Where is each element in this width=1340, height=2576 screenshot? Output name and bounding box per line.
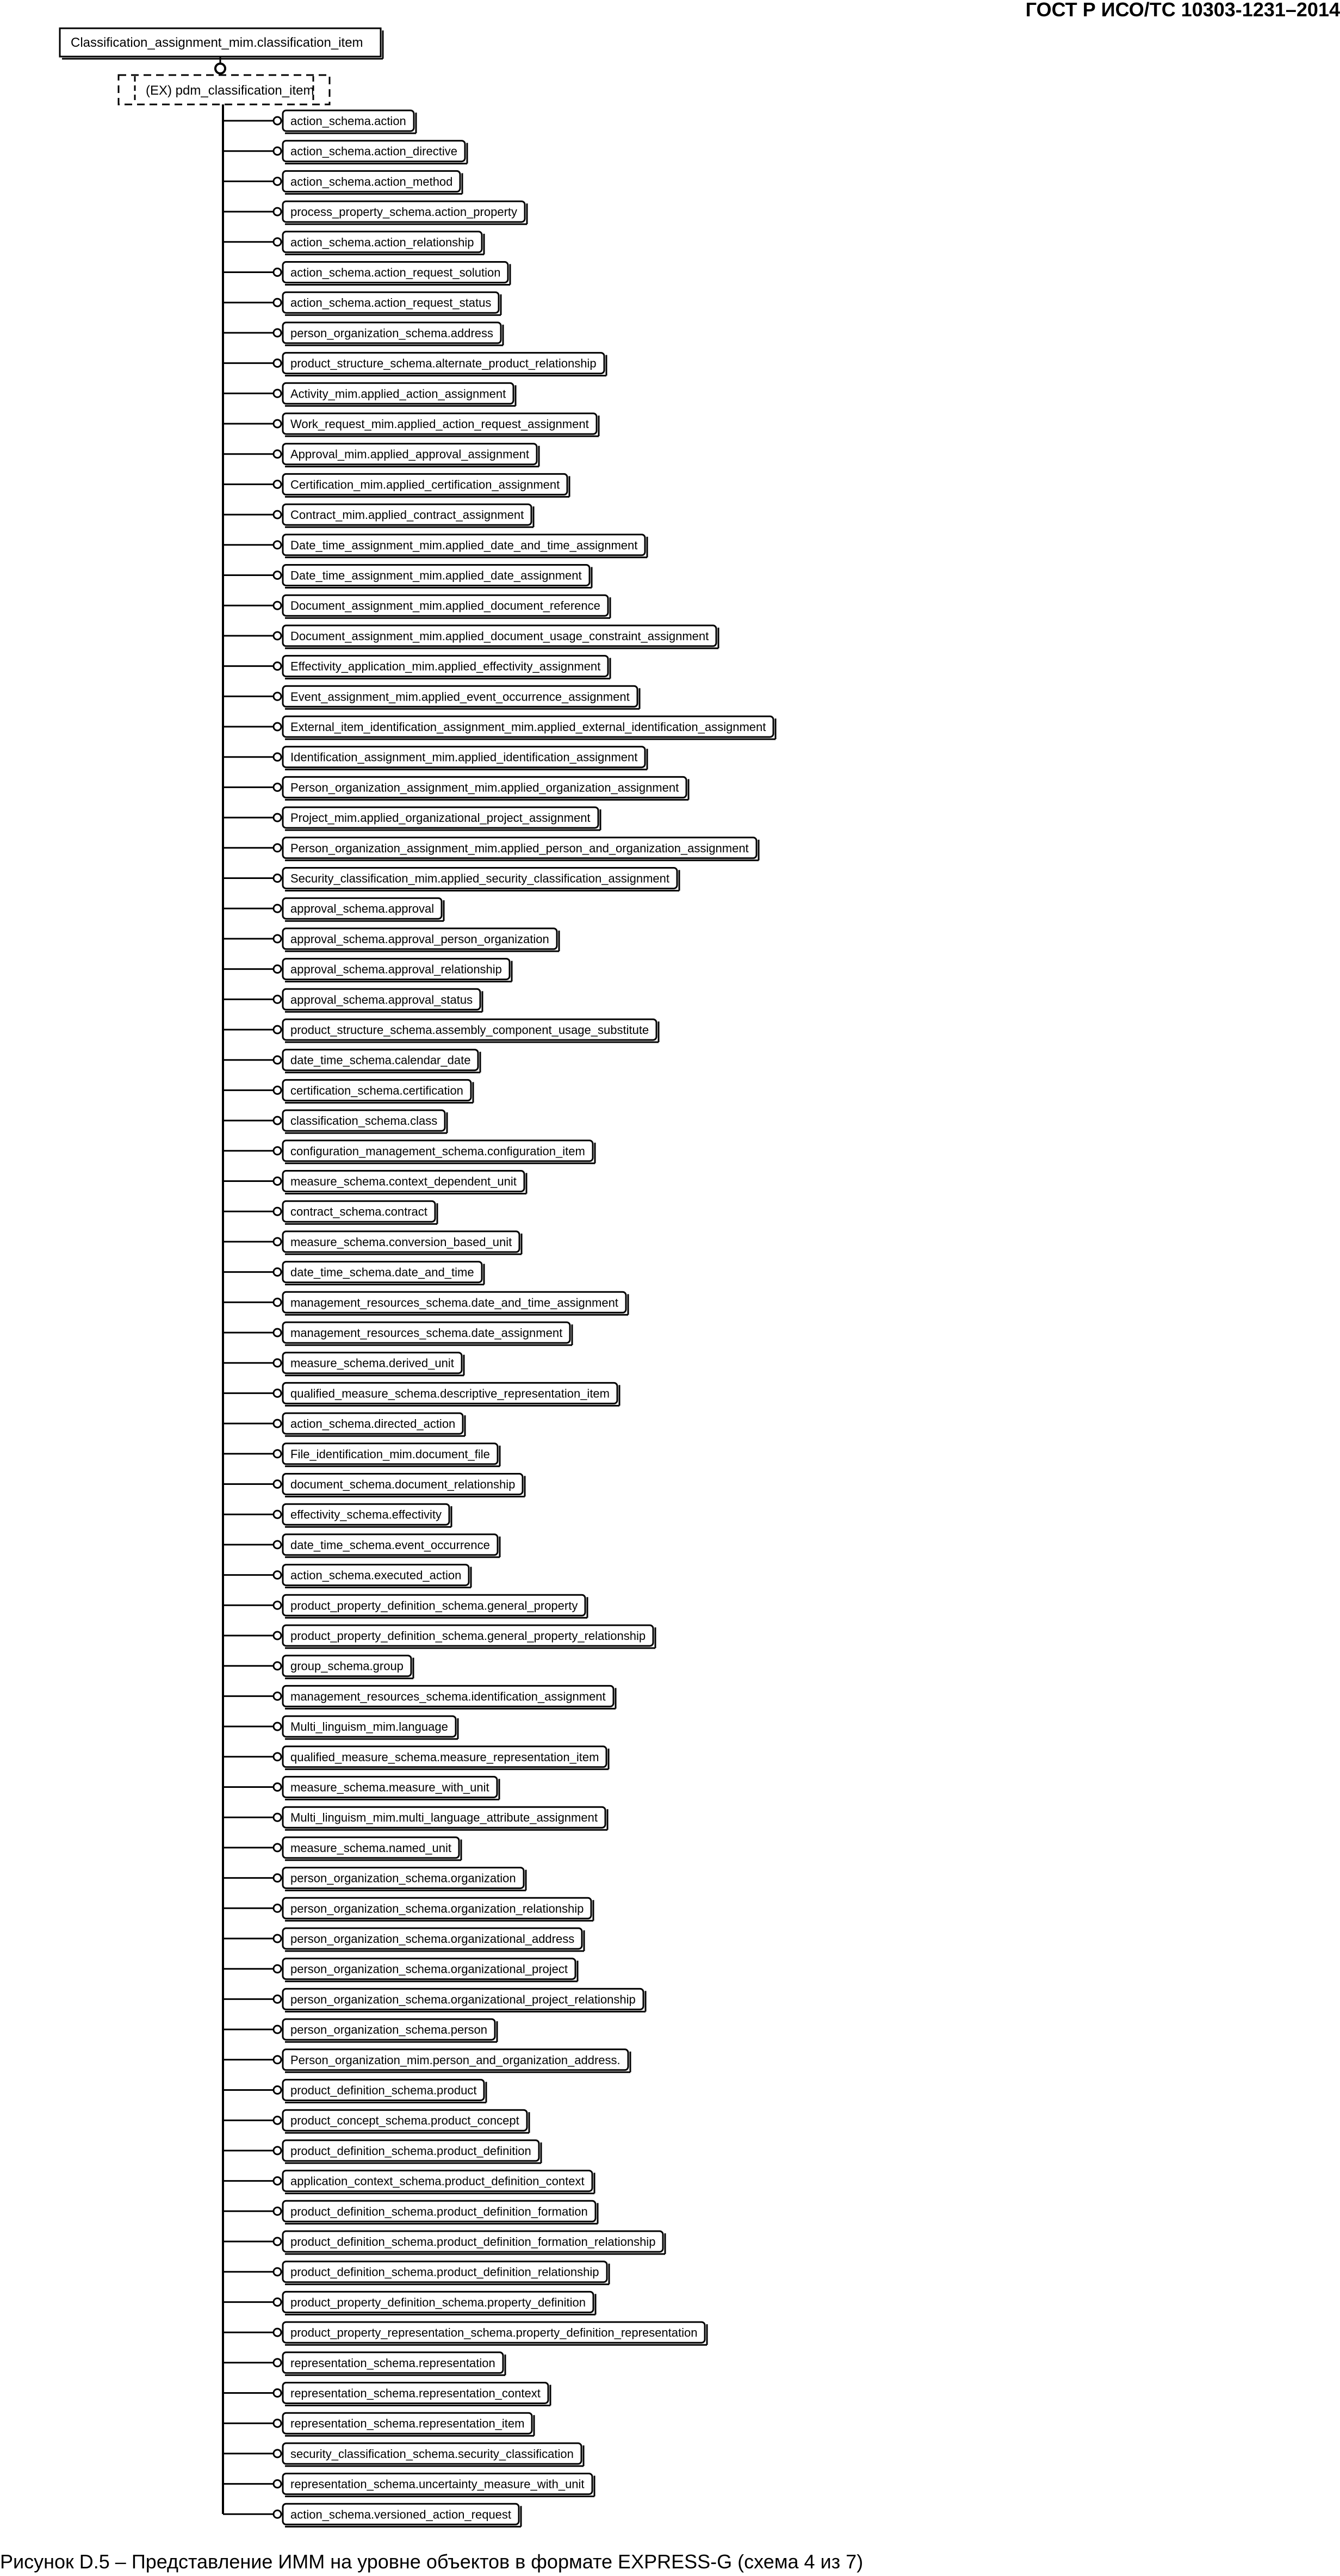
- entity-label: qualified_measure_schema.measure_representation_item: [290, 1750, 599, 1764]
- entity-item: [223, 110, 416, 133]
- branch-circle: [274, 2026, 281, 2033]
- branch-circle: [274, 875, 281, 882]
- entity-item: [223, 2443, 584, 2466]
- entity-label: person_organization_schema.organizational_project_relationship: [290, 1992, 636, 2007]
- entity-label: person_organization_schema.organizational_address: [290, 1932, 575, 1946]
- entity-item: [223, 626, 718, 648]
- branch-circle: [274, 1601, 281, 1609]
- branch-circle: [274, 602, 281, 609]
- entity-label: certification_schema.certification: [290, 1083, 463, 1098]
- branch-circle: [274, 2480, 281, 2488]
- branch-circle: [274, 1420, 281, 1427]
- entity-label: document_schema.document_relationship: [290, 1477, 516, 1491]
- branch-circle: [274, 2056, 281, 2064]
- entity-label: application_context_schema.product_definition_context: [290, 2174, 585, 2188]
- entity-item: [223, 716, 776, 739]
- entity-label: product_structure_schema.alternate_product_relationship: [290, 356, 597, 370]
- entity-label: External_item_identification_assignment_mim.applied_external_identification_assignment: [290, 720, 766, 734]
- branch-circle: [274, 935, 281, 943]
- entity-label: representation_schema.representation_context: [290, 2386, 541, 2400]
- entity-item: [223, 868, 679, 891]
- entity-label: approval_schema.approval_status: [290, 993, 473, 1007]
- entity-label: product_property_representation_schema.property_definition_representation: [290, 2326, 698, 2340]
- entity-label: Person_organization_assignment_mim.applied_organization_assignment: [290, 781, 679, 795]
- entity-item: [223, 1504, 451, 1527]
- entity-item: [223, 1231, 522, 1254]
- entity-item: [223, 1353, 464, 1376]
- entity-item: [223, 807, 600, 830]
- select-type-box: [119, 75, 330, 104]
- branch-circle: [274, 177, 281, 185]
- branch-circle: [274, 2116, 281, 2124]
- branch-circle: [274, 1935, 281, 1942]
- entity-label: measure_schema.derived_unit: [290, 1356, 454, 1370]
- entity-label: measure_schema.measure_with_unit: [290, 1780, 489, 1794]
- entity-label: management_resources_schema.date_and_time_assignment: [290, 1296, 618, 1310]
- entity-label: Contract_mim.applied_contract_assignment: [290, 508, 524, 522]
- entity-label: Certification_mim.applied_certification_assignment: [290, 478, 560, 492]
- branch-circle: [274, 1692, 281, 1700]
- entity-label: product_definition_schema.product_definition_relationship: [290, 2265, 599, 2279]
- entity-item: [223, 1444, 500, 1466]
- branch-circle: [274, 1481, 281, 1488]
- branch-circle: [274, 1904, 281, 1912]
- entity-item: [223, 1080, 473, 1103]
- entity-item: [223, 1837, 461, 1860]
- branch-circle: [274, 1632, 281, 1639]
- branch-circle: [274, 2207, 281, 2215]
- entity-item: [223, 1807, 607, 1830]
- entity-label: Multi_linguism_mim.multi_language_attribute_assignment: [290, 1811, 598, 1825]
- branch-circle: [274, 299, 281, 306]
- entity-label: person_organization_schema.organization_relationship: [290, 1902, 584, 1916]
- branch-circle: [274, 1510, 281, 1518]
- entity-label: product_definition_schema.product_definition_formation_relationship: [290, 2235, 656, 2249]
- entity-item: [223, 1474, 525, 1497]
- branch-circle: [274, 1238, 281, 1246]
- root-connector-circle: [215, 64, 225, 73]
- branch-circle: [274, 2147, 281, 2154]
- entity-item: [223, 232, 484, 255]
- entity-item: [223, 656, 610, 679]
- branch-circle: [274, 117, 281, 125]
- entity-item: [223, 2080, 486, 2103]
- entity-label: action_schema.action_request_solution: [290, 265, 501, 280]
- entity-item: [223, 1110, 447, 1133]
- branch-circle: [274, 2329, 281, 2336]
- branch-circle: [274, 1723, 281, 1730]
- entity-label: action_schema.action_request_status: [290, 296, 492, 310]
- entity-label: File_identification_mim.document_file: [290, 1447, 490, 1461]
- branch-circle: [274, 360, 281, 367]
- branch-circle: [274, 420, 281, 428]
- entity-item: [223, 1625, 655, 1648]
- entity-item: [223, 989, 482, 1012]
- entity-item: [223, 171, 462, 194]
- entity-label: Multi_linguism_mim.language: [290, 1720, 448, 1734]
- entity-label: action_schema.action_method: [290, 175, 453, 189]
- entity-label: product_definition_schema.product: [290, 2083, 477, 2097]
- entity-item: [223, 838, 759, 860]
- branch-circle: [274, 1541, 281, 1549]
- entity-label: contract_schema.contract: [290, 1205, 427, 1219]
- branch-circle: [274, 844, 281, 852]
- branch-circle: [274, 1995, 281, 2003]
- entity-label: Document_assignment_mim.applied_document_reference: [290, 599, 600, 613]
- entity-label: Effectivity_application_mim.applied_effectivity_assignment: [290, 659, 601, 673]
- entity-label: measure_schema.context_dependent_unit: [290, 1174, 517, 1188]
- entity-label: action_schema.action_relationship: [290, 235, 474, 249]
- branch-circle: [274, 147, 281, 155]
- entity-item: [223, 413, 599, 436]
- entity-label: Identification_assignment_mim.applied_identification_assignment: [290, 750, 638, 764]
- entity-label: action_schema.action_directive: [290, 144, 457, 158]
- entity-label: Event_assignment_mim.applied_event_occurrence_assignment: [290, 690, 630, 704]
- entity-item: [223, 1595, 587, 1618]
- branch-circle: [274, 511, 281, 518]
- entity-label: person_organization_schema.person: [290, 2023, 488, 2037]
- entity-label: product_definition_schema.product_definition_formation: [290, 2205, 588, 2219]
- branch-circle: [274, 389, 281, 397]
- entity-label: person_organization_schema.address: [290, 326, 494, 340]
- entity-label: approval_schema.approval: [290, 902, 435, 916]
- branch-circle: [274, 1874, 281, 1882]
- entity-item: [223, 474, 569, 497]
- branch-circle: [274, 269, 281, 276]
- entity-item: [223, 141, 467, 164]
- entity-item: [223, 2474, 594, 2497]
- branch-circle: [274, 480, 281, 488]
- branch-circle: [274, 1086, 281, 1094]
- branch-circle: [274, 1662, 281, 1670]
- entity-item: [223, 535, 647, 558]
- entity-label: security_classification_schema.security_classification: [290, 2447, 574, 2461]
- entity-item: [223, 444, 539, 467]
- branch-circle: [274, 2238, 281, 2245]
- entity-item: [223, 2140, 541, 2163]
- select-type-label: (EX) pdm_classification_item: [146, 83, 314, 98]
- entity-item: [223, 383, 516, 406]
- branch-circle: [274, 2177, 281, 2185]
- entity-item: [223, 686, 640, 709]
- entity-item: [223, 323, 503, 345]
- entity-label: Person_organization_assignment_mim.applied_person_and_organization_assignment: [290, 841, 749, 855]
- entity-item: [223, 1989, 646, 2011]
- branch-circle: [274, 1298, 281, 1306]
- entity-item: [223, 2262, 609, 2284]
- branch-circle: [274, 1844, 281, 1852]
- entity-label: group_schema.group: [290, 1659, 404, 1673]
- entity-label: product_property_definition_schema.property_definition: [290, 2295, 586, 2309]
- entity-label: Date_time_assignment_mim.applied_date_assignment: [290, 568, 582, 583]
- entity-item: [223, 928, 559, 951]
- branch-circle: [274, 995, 281, 1003]
- entity-item: [223, 2019, 497, 2042]
- branch-circle: [274, 965, 281, 973]
- entity-item: [223, 1019, 659, 1042]
- entity-item: [223, 959, 512, 982]
- entity-label: Person_organization_mim.person_and_organization_address.: [290, 2053, 621, 2067]
- entity-item: [223, 2110, 529, 2133]
- entity-item: [223, 1959, 578, 1981]
- entity-item: [223, 1383, 619, 1405]
- branch-circle: [274, 1753, 281, 1761]
- entity-label: measure_schema.conversion_based_unit: [290, 1235, 512, 1249]
- branch-circle: [274, 2359, 281, 2367]
- entity-item: [223, 504, 533, 527]
- branch-circle: [274, 2510, 281, 2518]
- entity-item: [223, 1322, 572, 1345]
- branch-circle: [274, 1178, 281, 1185]
- entity-label: product_structure_schema.assembly_component_usage_substitute: [290, 1023, 649, 1037]
- branch-circle: [274, 1117, 281, 1124]
- branch-circle: [274, 450, 281, 458]
- entity-item: [223, 2049, 630, 2072]
- entity-item: [223, 565, 592, 588]
- branch-circle: [274, 1056, 281, 1064]
- entity-item: [223, 1898, 593, 1921]
- entity-label: approval_schema.approval_relationship: [290, 962, 502, 976]
- entity-label: management_resources_schema.identification_assignment: [290, 1689, 606, 1704]
- entity-item: [223, 777, 688, 800]
- branch-circle: [274, 2419, 281, 2427]
- entity-label: Work_request_mim.applied_action_request_assignment: [290, 417, 589, 431]
- entity-item: [223, 2292, 595, 2314]
- entity-item: [223, 1928, 584, 1951]
- entity-label: action_schema.versioned_action_request: [290, 2507, 512, 2522]
- branch-circle: [274, 723, 281, 730]
- entity-item: [223, 1656, 413, 1679]
- entity-label: product_concept_schema.product_concept: [290, 2114, 519, 2128]
- entity-item: [223, 2322, 707, 2345]
- entity-item: [223, 2383, 550, 2406]
- entity-item: [223, 1716, 458, 1739]
- branch-circle: [274, 238, 281, 246]
- branch-circle: [274, 662, 281, 670]
- branch-circle: [274, 753, 281, 761]
- branch-circle: [274, 692, 281, 700]
- branch-circle: [274, 632, 281, 640]
- branch-circle: [274, 1813, 281, 1821]
- figure-caption: Рисунок D.5 – Представление ИММ на уровне объектов в формате EXPRESS-G (схема 4 из 7): [0, 2550, 864, 2573]
- branch-circle: [274, 1389, 281, 1397]
- entity-item: [223, 2504, 521, 2527]
- entity-label: Project_mim.applied_organizational_project_assignment: [290, 811, 591, 825]
- entity-item: [223, 1686, 616, 1708]
- branch-circle: [274, 2086, 281, 2094]
- branch-circle: [274, 2298, 281, 2306]
- item-list: [223, 110, 776, 2527]
- entity-item: [223, 292, 501, 315]
- branch-circle: [274, 1208, 281, 1215]
- entity-item: [223, 1171, 526, 1194]
- entity-label: Date_time_assignment_mim.applied_date_and_time_assignment: [290, 538, 638, 552]
- entity-item: [223, 898, 444, 921]
- entity-item: [223, 1413, 465, 1436]
- entity-item: [223, 1141, 595, 1163]
- entity-item: [223, 1747, 609, 1769]
- entity-label: action_schema.directed_action: [290, 1417, 456, 1431]
- entity-label: approval_schema.approval_person_organization: [290, 932, 549, 946]
- entity-item: [223, 353, 606, 376]
- entity-label: representation_schema.representation: [290, 2356, 495, 2370]
- branch-circle: [274, 1268, 281, 1276]
- branch-circle: [274, 1965, 281, 1973]
- entity-item: [223, 2413, 534, 2436]
- entity-item: [223, 2201, 598, 2224]
- entity-label: representation_schema.uncertainty_measure_with_unit: [290, 2477, 585, 2491]
- branch-circle: [274, 814, 281, 821]
- entity-item: [223, 1050, 480, 1073]
- entity-label: configuration_management_schema.configuration_item: [290, 1144, 585, 1158]
- entity-item: [223, 1292, 628, 1315]
- entity-item: [223, 2352, 505, 2375]
- branch-circle: [274, 2389, 281, 2397]
- entity-label: Security_classification_mim.applied_security_classification_assignment: [290, 871, 669, 886]
- entity-item: [223, 1868, 526, 1891]
- entity-item: [223, 2171, 594, 2194]
- branch-circle: [274, 329, 281, 337]
- entity-item: [223, 1201, 437, 1224]
- entity-label: Activity_mim.applied_action_assignment: [290, 387, 506, 401]
- entity-label: date_time_schema.event_occurrence: [290, 1538, 490, 1552]
- branch-circle: [274, 1450, 281, 1458]
- entity-item: [223, 262, 510, 285]
- entity-item: [223, 747, 647, 770]
- branch-circle: [274, 2450, 281, 2457]
- entity-label: Approval_mim.applied_approval_assignment: [290, 447, 530, 461]
- document-header: ГОСТ Р ИСО/ТС 10303-1231–2014: [1025, 0, 1340, 21]
- root-entity-box: [60, 28, 383, 59]
- entity-label: representation_schema.representation_item: [290, 2417, 525, 2431]
- entity-label: date_time_schema.calendar_date: [290, 1053, 471, 1067]
- entity-label: product_property_definition_schema.general_property_relationship: [290, 1629, 646, 1643]
- branch-circle: [274, 572, 281, 579]
- entity-label: action_schema.executed_action: [290, 1568, 462, 1582]
- entity-label: classification_schema.class: [290, 1114, 438, 1128]
- entity-label: product_property_definition_schema.general_property: [290, 1599, 578, 1613]
- branch-circle: [274, 1147, 281, 1155]
- branch-circle: [274, 1329, 281, 1336]
- entity-label: process_property_schema.action_property: [290, 205, 518, 219]
- entity-label: Document_assignment_mim.applied_document_usage_constraint_assignment: [290, 629, 709, 643]
- entity-label: person_organization_schema.organization: [290, 1871, 516, 1885]
- branch-circle: [274, 541, 281, 549]
- entity-label: management_resources_schema.date_assignment: [290, 1326, 563, 1340]
- entity-item: [223, 1534, 500, 1557]
- entity-label: product_definition_schema.product_definition: [290, 2144, 531, 2158]
- entity-label: action_schema.action: [290, 114, 406, 128]
- entity-item: [223, 2231, 665, 2254]
- entity-label: effectivity_schema.effectivity: [290, 1508, 442, 1522]
- branch-circle: [274, 783, 281, 791]
- entity-label: date_time_schema.date_and_time: [290, 1265, 474, 1279]
- branch-circle: [274, 905, 281, 912]
- entity-item: [223, 595, 610, 618]
- branch-circle: [274, 2268, 281, 2276]
- entity-label: qualified_measure_schema.descriptive_representation_item: [290, 1386, 610, 1401]
- root-entity-label: Classification_assignment_mim.classification_item: [71, 35, 363, 50]
- branch-circle: [274, 1026, 281, 1033]
- entity-item: [223, 1262, 484, 1285]
- entity-item: [223, 1777, 499, 1800]
- entity-label: measure_schema.named_unit: [290, 1841, 451, 1855]
- branch-circle: [274, 208, 281, 215]
- branch-circle: [274, 1571, 281, 1579]
- branch-circle: [274, 1784, 281, 1791]
- entity-item: [223, 201, 527, 224]
- entity-item: [223, 1565, 471, 1588]
- branch-circle: [274, 1359, 281, 1367]
- entity-label: person_organization_schema.organizational_project: [290, 1962, 568, 1976]
